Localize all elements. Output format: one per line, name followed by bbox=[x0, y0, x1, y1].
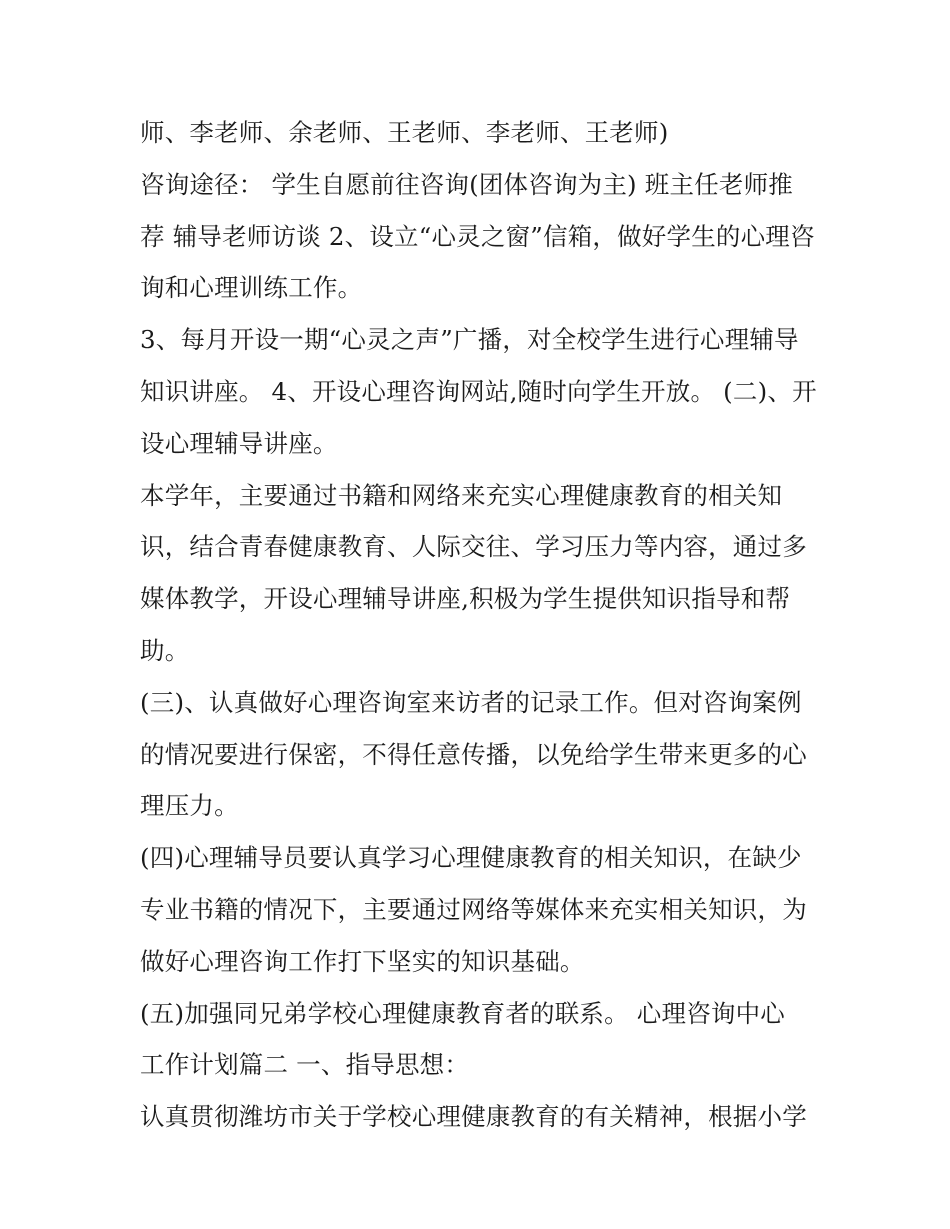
text-line: (四)心理辅导员要认真学习心理健康教育的相关知识，在缺少 bbox=[140, 843, 802, 873]
text-line: 师、李老师、余老师、王老师、李老师、王老师) bbox=[140, 118, 669, 147]
text-line: (五)加强同兄弟学校心理健康教育者的联系。 心理咨询中心 bbox=[140, 998, 786, 1028]
text-line: 本学年，主要通过书籍和网络来充实心理健康教育的相关知 bbox=[140, 480, 783, 510]
text-line: 咨询途径： 学生自愿前往咨询(团体咨询为主) 班主任老师推 bbox=[140, 169, 793, 199]
text-line: (三)、认真做好心理咨询室来访者的记录工作。但对咨询案例 bbox=[140, 687, 802, 717]
text-line: 荐 辅导老师访谈 2、设立“心灵之窗”信箱，做好学生的心理咨 bbox=[140, 221, 815, 251]
document-body bbox=[140, 107, 830, 1143]
text-line: 助。 bbox=[140, 635, 190, 665]
text-line: 的情况要进行保密，不得任意传播，以免给学生带来更多的心 bbox=[140, 739, 807, 769]
text-line: 理压力。 bbox=[140, 791, 239, 821]
text-line: 做好心理咨询工作打下坚实的知识基础。 bbox=[140, 946, 585, 976]
text-line: 专业书籍的情况下，主要通过网络等媒体来充实相关知识，为 bbox=[140, 894, 807, 924]
text-line: 设心理辅导讲座。 bbox=[140, 428, 338, 458]
text-line: 认真贯彻潍坊市关于学校心理健康教育的有关精神，根据小学 bbox=[140, 1102, 807, 1132]
text-line: 询和心理训练工作。 bbox=[140, 273, 363, 303]
text-line: 识，结合青春健康教育、人际交往、学习压力等内容，通过多 bbox=[140, 532, 807, 562]
text-line: 媒体教学，开设心理辅导讲座,积极为学生提供知识指导和帮 bbox=[140, 584, 791, 614]
text-line: 工作计划篇二 一、指导思想： bbox=[140, 1050, 470, 1080]
text-line: 3、每月开设一期“心灵之声”广播，对全校学生进行心理辅导 bbox=[140, 325, 799, 355]
text-line: 知识讲座。 4、开设心理咨询网站,随时向学生开放。 (二)、开 bbox=[140, 376, 817, 406]
